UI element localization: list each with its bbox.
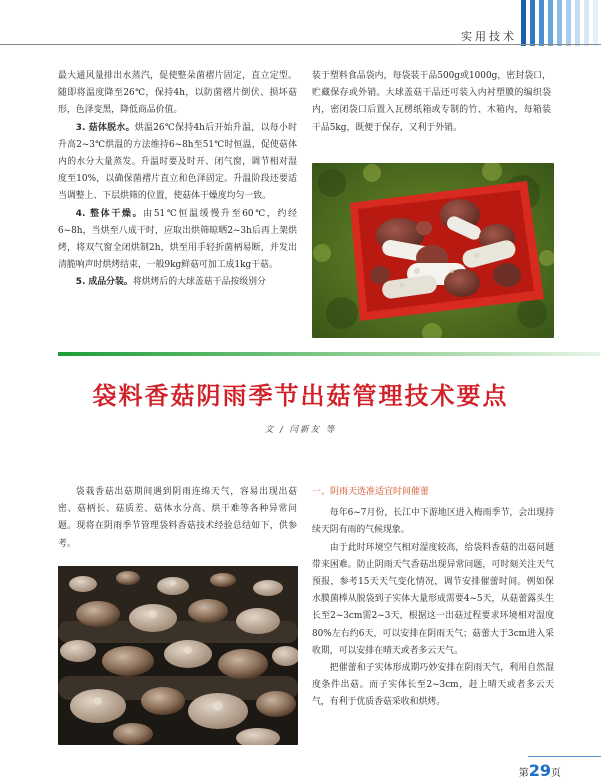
paragraph: 由于此时环境空气相对湿度较高，给袋料香菇的出菇问题带来困难。防止阴雨天气香菇出现异常问题，可时刻关注天气预报，参考15天天气变化情况，调节安排催蕾时间。例如保水膜菌棒从脱袋到子实体大量形成需要4~5天，从菇蕾露头生长至2~3cm需2~3天，根据这一出菇过程要求环境相对湿度80%左右约6天，可以安排在阴雨天气；菇蕾大于3cm进入采收期，可以安排在晴天或者多云天气。 <box>312 542 554 656</box>
top-right-column <box>312 68 551 137</box>
article-byline: 文 / 闫新友 等 <box>264 425 337 435</box>
paragraph: 最大通风量排出水蒸汽，促使整朵菌褶片固定，直立定型。随即将温度降至26℃，保持4h，以防菌褶片倒伏、损坏菇形，色泽变黑，降低商品价值。 <box>58 71 297 116</box>
article-intro <box>58 484 297 553</box>
paragraph: 3. 菇体脱水。烘温26℃保持4h后开始升温，以每小时升高2~3℃烘温的方法维持6~8h至51℃时恒温，促使菇体内的水分大量蒸发。升温时要及时开、闭气窗，调节相对湿度至10%，以确保菌褶片直立和色泽固定。升温阶段还要适当调整上、下层烘筛的位置，使菇体干燥度均匀一致。 <box>58 122 297 202</box>
header-rule <box>0 44 601 45</box>
step-heading: 3. 菇体脱水。 <box>75 122 135 133</box>
paragraph: 每年6~7月份，长江中下游地区进入梅雨季节，会出现持续天阴有雨的气候现象。 <box>312 508 554 536</box>
paragraph: 5. 成品分装。将烘烤后的大球盖菇干品按级别分 <box>75 277 266 288</box>
section-label: 实用技术 <box>461 30 517 43</box>
page-number-value: 29 <box>528 761 551 780</box>
section-divider <box>58 352 600 356</box>
footer-rule <box>528 756 601 757</box>
step-heading: 5. 成品分装。 <box>75 277 133 288</box>
paragraph: 把催蕾和子实体形成期巧妙安排在阴雨天气，利用自然湿度条件出菇。而子实体长至2~3cm，赶上晴天或者多云天气，有利于优质香菇采收和烘烤。 <box>312 663 554 708</box>
page-number: 第29页 <box>518 761 561 780</box>
article-right-column <box>312 484 554 712</box>
paragraph: 4. 整体干燥。由51℃恒温缓慢升至60℃，约经6~8h，当烘至八成干时，应取出烘筛晾晒2~3h后再上架烘烤，将双气窗全闭烘制2h，烘至用手轻折菌柄易断，并发出清脆响声时烘烤结束，一般9kg鲜菇可加工成1kg干菇。 <box>58 208 297 271</box>
paragraph: 装于塑料食品袋内，每袋装干品500g或1000g，密封袋口，贮藏保存或外销。大球盖菇干品还可装入内衬塑膜的编织袋内，密闭袋口后置入瓦楞纸箱或专制的竹、木箱内，每箱装干品5kg，既便于保存，又利于外销。 <box>312 71 551 133</box>
red-tray-mushroom-photo <box>312 163 554 338</box>
header-stripes-decoration <box>521 0 601 46</box>
paragraph: 袋栽香菇出菇期间遇到阴雨连绵天气，容易出现出菇密、菇柄长、菇质差、菇体水分高、烘干难等各种异常问题。现将在阴雨季节管理袋料香菇技术经验总结如下，供参考。 <box>58 487 297 549</box>
article-title: 袋料香菇阴雨季节出菇管理技术要点 <box>92 381 509 410</box>
section-heading: 一、阴雨天选准适宜时间催蕾 <box>312 487 430 497</box>
top-left-column <box>58 68 297 292</box>
step-heading: 4. 整体干燥。 <box>75 208 144 219</box>
shiitake-cluster-photo <box>58 566 298 745</box>
